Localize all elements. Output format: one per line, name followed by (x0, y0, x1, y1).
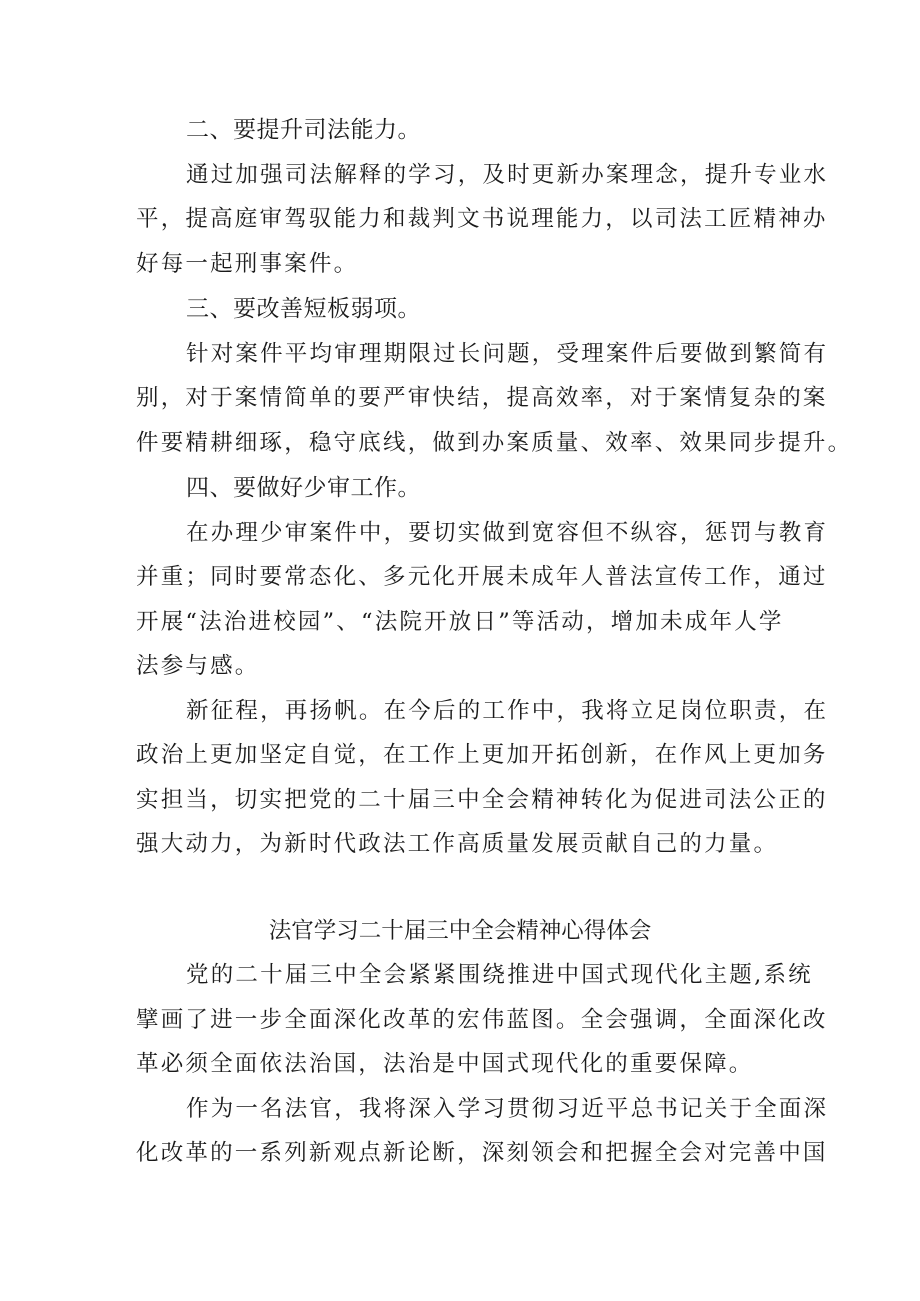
paragraph-line: 实担当，切实把党的二十届三中全会精神转化为促进司法公正的 (136, 787, 828, 813)
paragraph-line: 别，对于案情简单的要严审快结，提高效率，对于案情复杂的案 (136, 385, 828, 411)
paragraph-line: 作为一名法官，我将深入学习贯彻习近平总书记关于全面深 (186, 1096, 829, 1122)
paragraph-line: 通过加强司法解释的学习，及时更新办案理念，提升专业水 (186, 162, 829, 188)
paragraph-line: 好每一起刑事案件。 (136, 251, 359, 277)
paragraph-line: 强大动力，为新时代政法工作高质量发展贡献自己的力量。 (136, 831, 779, 857)
article-title: 法官学习二十届三中全会精神心得体会 (268, 918, 652, 944)
paragraph-line: 新征程，再扬帆。在今后的工作中，我将立足岗位职责，在 (186, 698, 829, 724)
section-heading: 三、要改善短板弱项。 (186, 296, 421, 322)
paragraph-line: 擘画了进一步全面深化改革的宏伟蓝图。全会强调，全面深化改 (136, 1007, 828, 1033)
paragraph-line: 在办理少审案件中，要切实做到宽容但不纵容，惩罚与教育 (186, 520, 829, 546)
paragraph-line: 平，提高庭审驾驭能力和裁判文书说理能力，以司法工匠精神办 (136, 206, 828, 232)
paragraph-line: 党的二十届三中全会紧紧围绕推进中国式现代化主题,系统 (186, 962, 813, 988)
paragraph-line: 并重；同时要常态化、多元化开展未成年人普法宣传工作，通过 (136, 564, 828, 590)
paragraph-line: 化改革的一系列新观点新论断，深刻领会和把握全会对完善中国 (136, 1140, 828, 1166)
paragraph-line: 开展“法治进校园”、“法院开放日”等活动，增加未成年人学 (136, 609, 784, 635)
paragraph-line: 法参与感。 (136, 653, 260, 679)
section-heading: 二、要提升司法能力。 (186, 117, 421, 143)
paragraph-line: 政治上更加坚定自觉，在工作上更加开拓创新，在作风上更加务 (136, 742, 828, 768)
paragraph-line: 革必须全面依法治国，法治是中国式现代化的重要保障。 (136, 1051, 754, 1077)
paragraph-line: 件要精耕细琢，稳守底线，做到办案质量、效率、效果同步提升。 (136, 430, 853, 456)
section-heading: 四、要做好少审工作。 (186, 475, 421, 501)
paragraph-line: 针对案件平均审理期限过长问题，受理案件后要做到繁简有 (186, 341, 829, 367)
